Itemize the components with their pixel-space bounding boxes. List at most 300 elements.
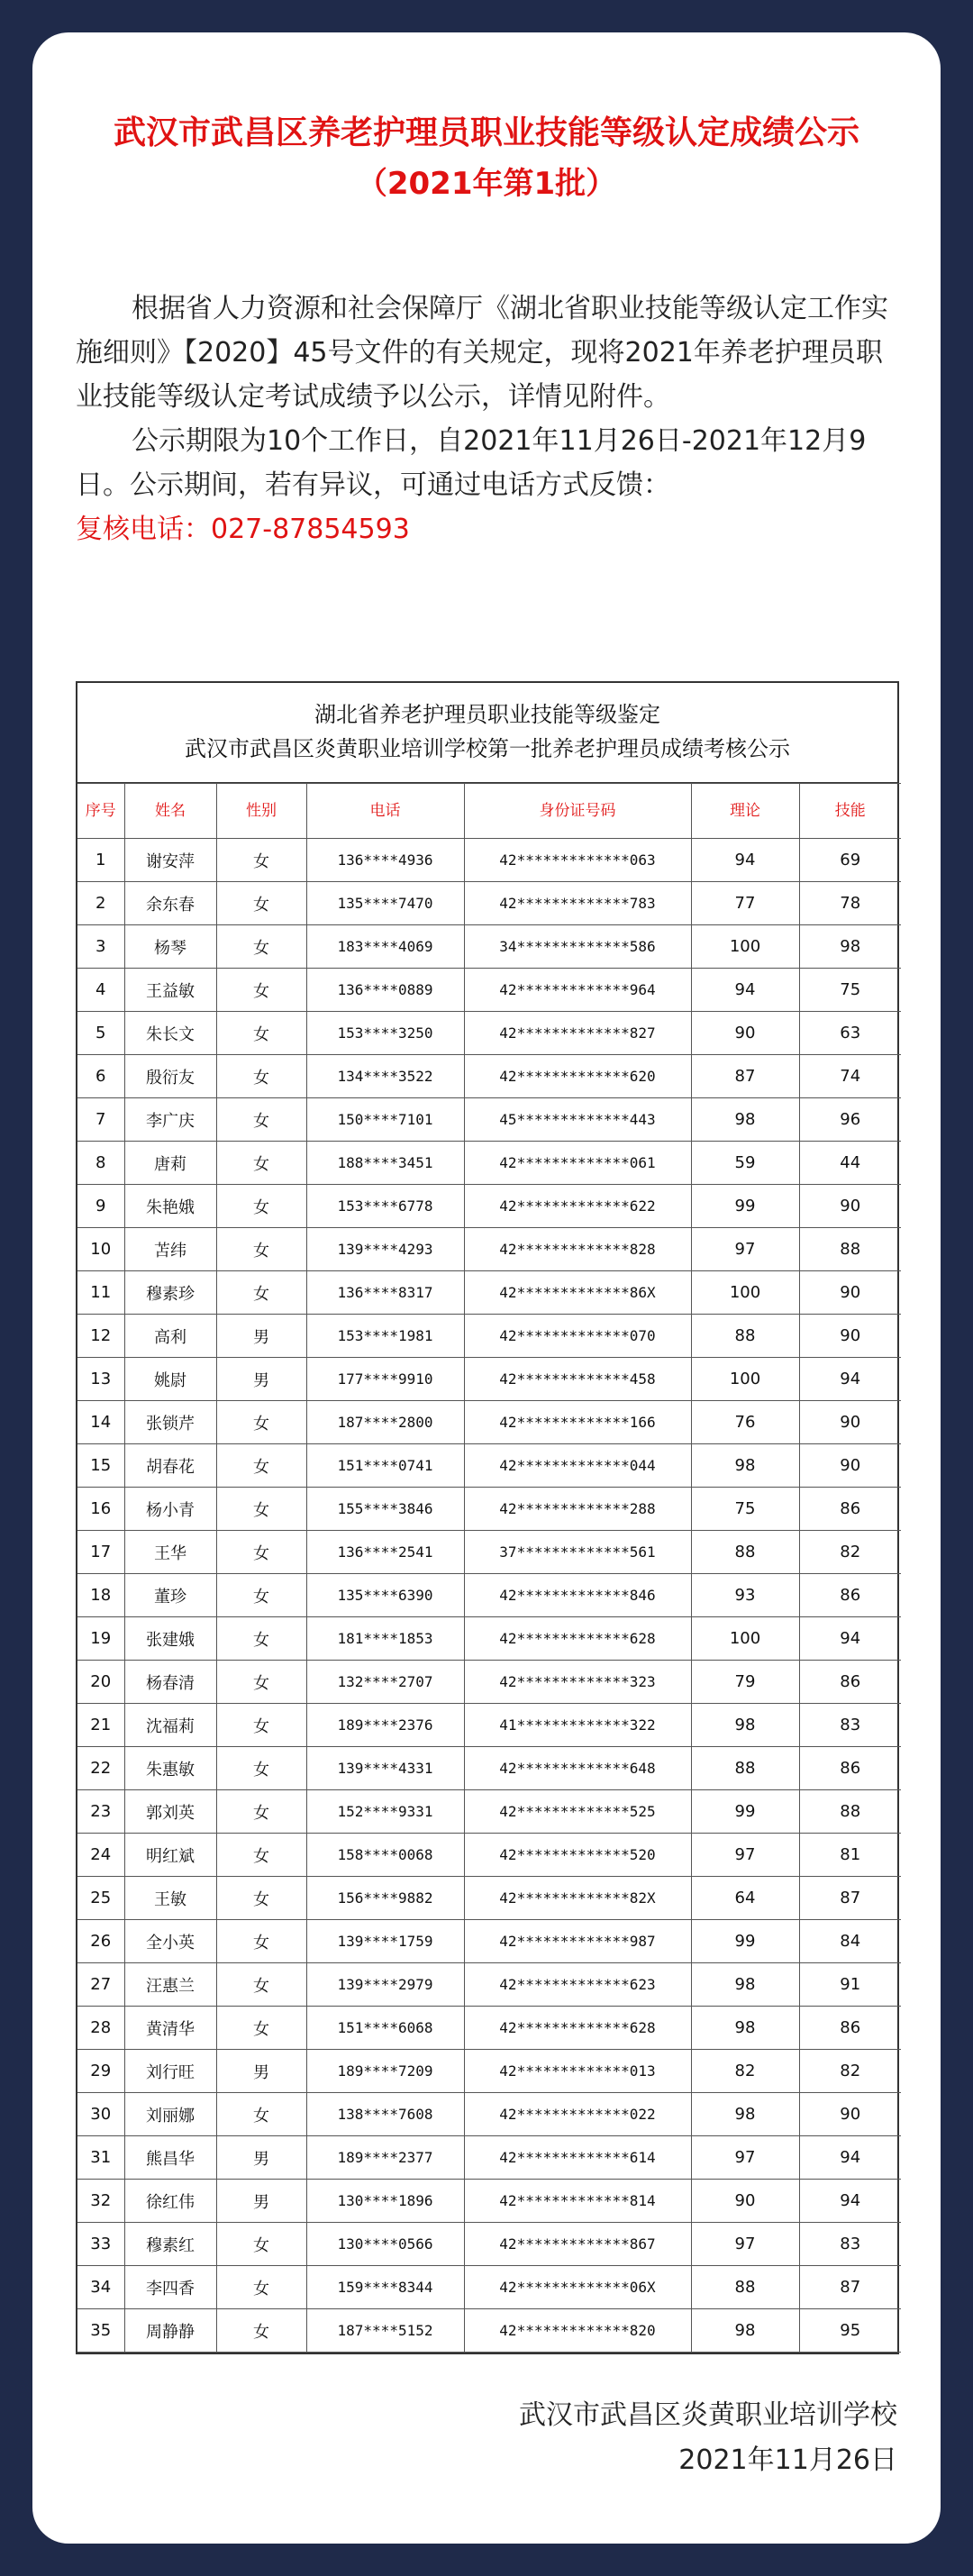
cell-theory: 93: [691, 1574, 799, 1617]
table-row: [77, 1574, 901, 1617]
cell-id-number: 42*************070: [464, 1315, 691, 1358]
cell-gender: 女: [216, 1185, 306, 1228]
cell-phone: 130****1896: [306, 2180, 464, 2223]
cell-phone: 152****9331: [306, 1790, 464, 1834]
cell-theory: 64: [691, 1877, 799, 1920]
cell-id-number: 42*************063: [464, 839, 691, 882]
cell-phone: 177****9910: [306, 1358, 464, 1401]
cell-theory: 77: [691, 882, 799, 925]
cell-phone: 159****8344: [306, 2266, 464, 2309]
cell-skill: 90: [799, 1185, 901, 1228]
cell-theory: 90: [691, 1012, 799, 1055]
cell-id-number: 42*************628: [464, 2007, 691, 2050]
notice-paragraph-2: 公示期限为10个工作日，自2021年11月26日-2021年12月9日。公示期间，若有异议，可通过电话方式反馈：: [76, 425, 867, 501]
table-row: [77, 1358, 901, 1401]
cell-index: 24: [77, 1834, 124, 1877]
cell-skill: 95: [799, 2309, 901, 2353]
cell-gender: 男: [216, 1358, 306, 1401]
cell-theory: 99: [691, 1185, 799, 1228]
table-row: [77, 2180, 901, 2223]
cell-theory: 88: [691, 1315, 799, 1358]
table-row: [77, 2136, 901, 2180]
table-row: [77, 969, 901, 1012]
table-header-row: [77, 784, 901, 839]
cell-index: 17: [77, 1531, 124, 1574]
cell-theory: 97: [691, 1834, 799, 1877]
table-row: [77, 1228, 901, 1271]
cell-index: 27: [77, 1963, 124, 2007]
cell-skill: 87: [799, 1877, 901, 1920]
cell-index: 19: [77, 1617, 124, 1661]
cell-id-number: 42*************628: [464, 1617, 691, 1661]
notice-paragraph-1: 根据省人力资源和社会保障厅《湖北省职业技能等级认定工作实施细则》【2020】45号文件的有关规定，现将2021年养老护理员职业技能等级认定考试成绩予以公示，详情见附件。: [76, 293, 888, 413]
cell-gender: 女: [216, 1877, 306, 1920]
cell-skill: 82: [799, 1531, 901, 1574]
cell-skill: 88: [799, 1228, 901, 1271]
cell-index: 15: [77, 1444, 124, 1488]
cell-phone: 158****0068: [306, 1834, 464, 1877]
cell-phone: 130****0566: [306, 2223, 464, 2266]
cell-theory: 97: [691, 1228, 799, 1271]
cell-skill: 87: [799, 2266, 901, 2309]
cell-name: 杨春清: [124, 1661, 216, 1704]
cell-phone: 153****6778: [306, 1185, 464, 1228]
cell-theory: 100: [691, 1271, 799, 1315]
cell-skill: 90: [799, 1271, 901, 1315]
cell-theory: 98: [691, 2309, 799, 2353]
cell-theory: 88: [691, 1531, 799, 1574]
score-table: [76, 681, 899, 2354]
cell-phone: 151****0741: [306, 1444, 464, 1488]
cell-name: 唐莉: [124, 1142, 216, 1185]
cell-index: 26: [77, 1920, 124, 1963]
cell-gender: 女: [216, 1617, 306, 1661]
notice-footer: [519, 2393, 897, 2483]
cell-skill: 90: [799, 1315, 901, 1358]
cell-name: 余东春: [124, 882, 216, 925]
notice-body: [76, 287, 897, 551]
cell-id-number: 42*************820: [464, 2309, 691, 2353]
header-theory: 理论: [691, 784, 799, 839]
cell-index: 5: [77, 1012, 124, 1055]
table-row: [77, 1747, 901, 1790]
table-row: [77, 1271, 901, 1315]
cell-gender: 女: [216, 1142, 306, 1185]
cell-index: 35: [77, 2309, 124, 2353]
cell-phone: 181****1853: [306, 1617, 464, 1661]
cell-name: 张建娥: [124, 1617, 216, 1661]
cell-skill: 74: [799, 1055, 901, 1098]
cell-phone: 155****3846: [306, 1488, 464, 1531]
header-skill: 技能: [799, 784, 901, 839]
cell-theory: 98: [691, 1704, 799, 1747]
cell-skill: 91: [799, 1963, 901, 2007]
cell-phone: 187****5152: [306, 2309, 464, 2353]
cell-skill: 63: [799, 1012, 901, 1055]
header-name: 姓名: [124, 784, 216, 839]
cell-index: 7: [77, 1098, 124, 1142]
cell-gender: 女: [216, 1531, 306, 1574]
cell-gender: 女: [216, 2223, 306, 2266]
cell-skill: 90: [799, 1444, 901, 1488]
header-gender: 性别: [216, 784, 306, 839]
table-title-line-1: 湖北省养老护理员职业技能等级鉴定: [314, 702, 660, 727]
cell-id-number: 42*************86X: [464, 1271, 691, 1315]
cell-name: 徐红伟: [124, 2180, 216, 2223]
cell-index: 21: [77, 1704, 124, 1747]
table-row: [77, 925, 901, 969]
cell-name: 汪惠兰: [124, 1963, 216, 2007]
cell-index: 10: [77, 1228, 124, 1271]
cell-gender: 女: [216, 2007, 306, 2050]
table-row: [77, 1531, 901, 1574]
cell-name: 高利: [124, 1315, 216, 1358]
cell-theory: 79: [691, 1661, 799, 1704]
cell-index: 1: [77, 839, 124, 882]
table-row: [77, 1098, 901, 1142]
cell-theory: 88: [691, 2266, 799, 2309]
cell-phone: 139****4293: [306, 1228, 464, 1271]
cell-index: 13: [77, 1358, 124, 1401]
cell-gender: 女: [216, 1747, 306, 1790]
cell-name: 全小英: [124, 1920, 216, 1963]
cell-name: 刘丽娜: [124, 2093, 216, 2136]
cell-index: 22: [77, 1747, 124, 1790]
cell-name: 谢安萍: [124, 839, 216, 882]
cell-gender: 女: [216, 925, 306, 969]
cell-name: 杨琴: [124, 925, 216, 969]
table-row: [77, 1661, 901, 1704]
table-row: [77, 1617, 901, 1661]
review-phone: 复核电话：027-87854593: [76, 514, 410, 545]
cell-phone: 139****1759: [306, 1920, 464, 1963]
cell-theory: 98: [691, 1963, 799, 2007]
table-row: [77, 1704, 901, 1747]
cell-id-number: 42*************827: [464, 1012, 691, 1055]
cell-skill: 96: [799, 1098, 901, 1142]
header-index: 序号: [77, 784, 124, 839]
cell-skill: 98: [799, 925, 901, 969]
cell-skill: 69: [799, 839, 901, 882]
table-title: [77, 683, 897, 783]
cell-skill: 94: [799, 2136, 901, 2180]
cell-skill: 86: [799, 1747, 901, 1790]
cell-gender: 女: [216, 969, 306, 1012]
cell-theory: 59: [691, 1142, 799, 1185]
cell-name: 穆素珍: [124, 1271, 216, 1315]
cell-index: 16: [77, 1488, 124, 1531]
cell-index: 34: [77, 2266, 124, 2309]
cell-id-number: 42*************288: [464, 1488, 691, 1531]
cell-skill: 81: [799, 1834, 901, 1877]
cell-phone: 139****4331: [306, 1747, 464, 1790]
cell-id-number: 42*************987: [464, 1920, 691, 1963]
cell-skill: 94: [799, 1617, 901, 1661]
cell-theory: 99: [691, 1790, 799, 1834]
cell-skill: 78: [799, 882, 901, 925]
cell-gender: 女: [216, 1574, 306, 1617]
cell-gender: 男: [216, 1315, 306, 1358]
cell-name: 周静静: [124, 2309, 216, 2353]
cell-name: 王敏: [124, 1877, 216, 1920]
cell-gender: 女: [216, 1055, 306, 1098]
cell-skill: 86: [799, 2007, 901, 2050]
cell-index: 12: [77, 1315, 124, 1358]
cell-index: 29: [77, 2050, 124, 2093]
cell-skill: 83: [799, 2223, 901, 2266]
cell-name: 郭刘英: [124, 1790, 216, 1834]
table-row: [77, 2266, 901, 2309]
cell-index: 30: [77, 2093, 124, 2136]
cell-name: 王益敏: [124, 969, 216, 1012]
cell-theory: 98: [691, 2093, 799, 2136]
cell-phone: 135****7470: [306, 882, 464, 925]
cell-theory: 100: [691, 925, 799, 969]
cell-gender: 女: [216, 1401, 306, 1444]
cell-phone: 150****7101: [306, 1098, 464, 1142]
cell-gender: 女: [216, 1444, 306, 1488]
table-row: [77, 1488, 901, 1531]
table-row: [77, 1185, 901, 1228]
cell-id-number: 42*************846: [464, 1574, 691, 1617]
cell-phone: 189****2377: [306, 2136, 464, 2180]
cell-theory: 87: [691, 1055, 799, 1098]
cell-name: 明红斌: [124, 1834, 216, 1877]
cell-index: 14: [77, 1401, 124, 1444]
cell-phone: 187****2800: [306, 1401, 464, 1444]
cell-theory: 97: [691, 2136, 799, 2180]
cell-phone: 134****3522: [306, 1055, 464, 1098]
table-row: [77, 1920, 901, 1963]
cell-gender: 女: [216, 1704, 306, 1747]
cell-theory: 98: [691, 1444, 799, 1488]
table-row: [77, 2223, 901, 2266]
cell-id-number: 37*************561: [464, 1531, 691, 1574]
cell-gender: 男: [216, 2180, 306, 2223]
notice-title: 武汉市武昌区养老护理员职业技能等级认定成绩公示: [113, 114, 859, 151]
cell-phone: 153****3250: [306, 1012, 464, 1055]
table-row: [77, 2309, 901, 2353]
cell-name: 熊昌华: [124, 2136, 216, 2180]
footer-org: 武汉市武昌区炎黄职业培训学校: [519, 2399, 897, 2431]
cell-index: 3: [77, 925, 124, 969]
footer-date: 2021年11月26日: [678, 2444, 897, 2476]
cell-phone: 156****9882: [306, 1877, 464, 1920]
cell-name: 董珍: [124, 1574, 216, 1617]
table-body: [77, 839, 901, 2353]
cell-id-number: 41*************322: [464, 1704, 691, 1747]
table-row: [77, 1963, 901, 2007]
cell-gender: 女: [216, 1098, 306, 1142]
cell-theory: 99: [691, 1920, 799, 1963]
cell-name: 殷衍友: [124, 1055, 216, 1098]
table-row: [77, 2093, 901, 2136]
cell-index: 6: [77, 1055, 124, 1098]
cell-phone: 139****2979: [306, 1963, 464, 2007]
cell-index: 32: [77, 2180, 124, 2223]
cell-phone: 188****3451: [306, 1142, 464, 1185]
cell-id-number: 42*************648: [464, 1747, 691, 1790]
cell-id-number: 42*************323: [464, 1661, 691, 1704]
cell-gender: 女: [216, 1834, 306, 1877]
cell-phone: 136****0889: [306, 969, 464, 1012]
table-row: [77, 2007, 901, 2050]
cell-phone: 132****2707: [306, 1661, 464, 1704]
cell-phone: 151****6068: [306, 2007, 464, 2050]
cell-theory: 94: [691, 839, 799, 882]
cell-gender: 男: [216, 2136, 306, 2180]
cell-skill: 83: [799, 1704, 901, 1747]
cell-id-number: 42*************828: [464, 1228, 691, 1271]
cell-id-number: 42*************82X: [464, 1877, 691, 1920]
score-grid: [77, 783, 901, 2353]
table-row: [77, 1877, 901, 1920]
table-row: [77, 839, 901, 882]
table-title-line-2: 武汉市武昌区炎黄职业培训学校第一批养老护理员成绩考核公示: [185, 736, 790, 761]
cell-gender: 女: [216, 1920, 306, 1963]
cell-theory: 100: [691, 1617, 799, 1661]
cell-gender: 女: [216, 1790, 306, 1834]
cell-theory: 75: [691, 1488, 799, 1531]
cell-phone: 135****6390: [306, 1574, 464, 1617]
cell-name: 朱惠敏: [124, 1747, 216, 1790]
cell-id-number: 42*************022: [464, 2093, 691, 2136]
cell-id-number: 42*************520: [464, 1834, 691, 1877]
table-row: [77, 1444, 901, 1488]
table-row: [77, 882, 901, 925]
cell-index: 20: [77, 1661, 124, 1704]
cell-name: 姚尉: [124, 1358, 216, 1401]
table-row: [77, 1142, 901, 1185]
cell-id-number: 42*************525: [464, 1790, 691, 1834]
cell-id-number: 42*************013: [464, 2050, 691, 2093]
cell-index: 8: [77, 1142, 124, 1185]
table-row: [77, 1834, 901, 1877]
cell-gender: 女: [216, 2309, 306, 2353]
cell-theory: 94: [691, 969, 799, 1012]
table-row: [77, 1790, 901, 1834]
cell-index: 33: [77, 2223, 124, 2266]
cell-gender: 女: [216, 882, 306, 925]
cell-gender: 女: [216, 839, 306, 882]
header-id-number: 身份证号码: [464, 784, 691, 839]
cell-theory: 88: [691, 1747, 799, 1790]
cell-name: 李广庆: [124, 1098, 216, 1142]
notice-card: [32, 32, 941, 2544]
cell-theory: 100: [691, 1358, 799, 1401]
cell-theory: 98: [691, 2007, 799, 2050]
cell-theory: 76: [691, 1401, 799, 1444]
cell-skill: 82: [799, 2050, 901, 2093]
cell-phone: 136****4936: [306, 839, 464, 882]
cell-skill: 94: [799, 1358, 901, 1401]
cell-skill: 84: [799, 1920, 901, 1963]
cell-name: 王华: [124, 1531, 216, 1574]
cell-name: 李四香: [124, 2266, 216, 2309]
cell-id-number: 42*************06X: [464, 2266, 691, 2309]
cell-name: 朱长文: [124, 1012, 216, 1055]
cell-phone: 189****2376: [306, 1704, 464, 1747]
cell-index: 23: [77, 1790, 124, 1834]
cell-name: 胡春花: [124, 1444, 216, 1488]
cell-id-number: 42*************623: [464, 1963, 691, 2007]
cell-skill: 90: [799, 1401, 901, 1444]
cell-id-number: 42*************867: [464, 2223, 691, 2266]
notice-subtitle: （2021年第1批）: [356, 166, 617, 202]
cell-phone: 183****4069: [306, 925, 464, 969]
cell-name: 张锁芹: [124, 1401, 216, 1444]
cell-skill: 94: [799, 2180, 901, 2223]
cell-name: 朱艳娥: [124, 1185, 216, 1228]
cell-id-number: 42*************458: [464, 1358, 691, 1401]
cell-gender: 女: [216, 1012, 306, 1055]
cell-name: 沈福莉: [124, 1704, 216, 1747]
cell-theory: 82: [691, 2050, 799, 2093]
cell-phone: 136****2541: [306, 1531, 464, 1574]
cell-gender: 女: [216, 1661, 306, 1704]
cell-index: 18: [77, 1574, 124, 1617]
cell-id-number: 45*************443: [464, 1098, 691, 1142]
cell-name: 刘行旺: [124, 2050, 216, 2093]
cell-id-number: 42*************044: [464, 1444, 691, 1488]
cell-id-number: 42*************614: [464, 2136, 691, 2180]
cell-name: 杨小青: [124, 1488, 216, 1531]
cell-index: 2: [77, 882, 124, 925]
cell-name: 黄清华: [124, 2007, 216, 2050]
table-row: [77, 1012, 901, 1055]
cell-gender: 女: [216, 1963, 306, 2007]
cell-skill: 88: [799, 1790, 901, 1834]
cell-theory: 90: [691, 2180, 799, 2223]
cell-phone: 189****7209: [306, 2050, 464, 2093]
cell-phone: 136****8317: [306, 1271, 464, 1315]
cell-name: 穆素红: [124, 2223, 216, 2266]
cell-gender: 女: [216, 2266, 306, 2309]
table-row: [77, 1401, 901, 1444]
cell-theory: 98: [691, 1098, 799, 1142]
cell-gender: 女: [216, 1488, 306, 1531]
cell-index: 11: [77, 1271, 124, 1315]
cell-gender: 女: [216, 1271, 306, 1315]
table-row: [77, 1315, 901, 1358]
cell-gender: 女: [216, 1228, 306, 1271]
cell-skill: 44: [799, 1142, 901, 1185]
table-row: [77, 2050, 901, 2093]
cell-id-number: 42*************964: [464, 969, 691, 1012]
cell-phone: 153****1981: [306, 1315, 464, 1358]
cell-index: 25: [77, 1877, 124, 1920]
cell-index: 28: [77, 2007, 124, 2050]
cell-id-number: 42*************166: [464, 1401, 691, 1444]
header-phone: 电话: [306, 784, 464, 839]
cell-index: 9: [77, 1185, 124, 1228]
cell-skill: 75: [799, 969, 901, 1012]
cell-gender: 女: [216, 2093, 306, 2136]
cell-id-number: 42*************783: [464, 882, 691, 925]
cell-skill: 86: [799, 1488, 901, 1531]
cell-id-number: 34*************586: [464, 925, 691, 969]
table-row: [77, 1055, 901, 1098]
cell-skill: 86: [799, 1574, 901, 1617]
cell-phone: 138****7608: [306, 2093, 464, 2136]
cell-skill: 90: [799, 2093, 901, 2136]
cell-id-number: 42*************814: [464, 2180, 691, 2223]
cell-name: 苫纬: [124, 1228, 216, 1271]
cell-id-number: 42*************622: [464, 1185, 691, 1228]
cell-gender: 男: [216, 2050, 306, 2093]
cell-id-number: 42*************061: [464, 1142, 691, 1185]
cell-id-number: 42*************620: [464, 1055, 691, 1098]
